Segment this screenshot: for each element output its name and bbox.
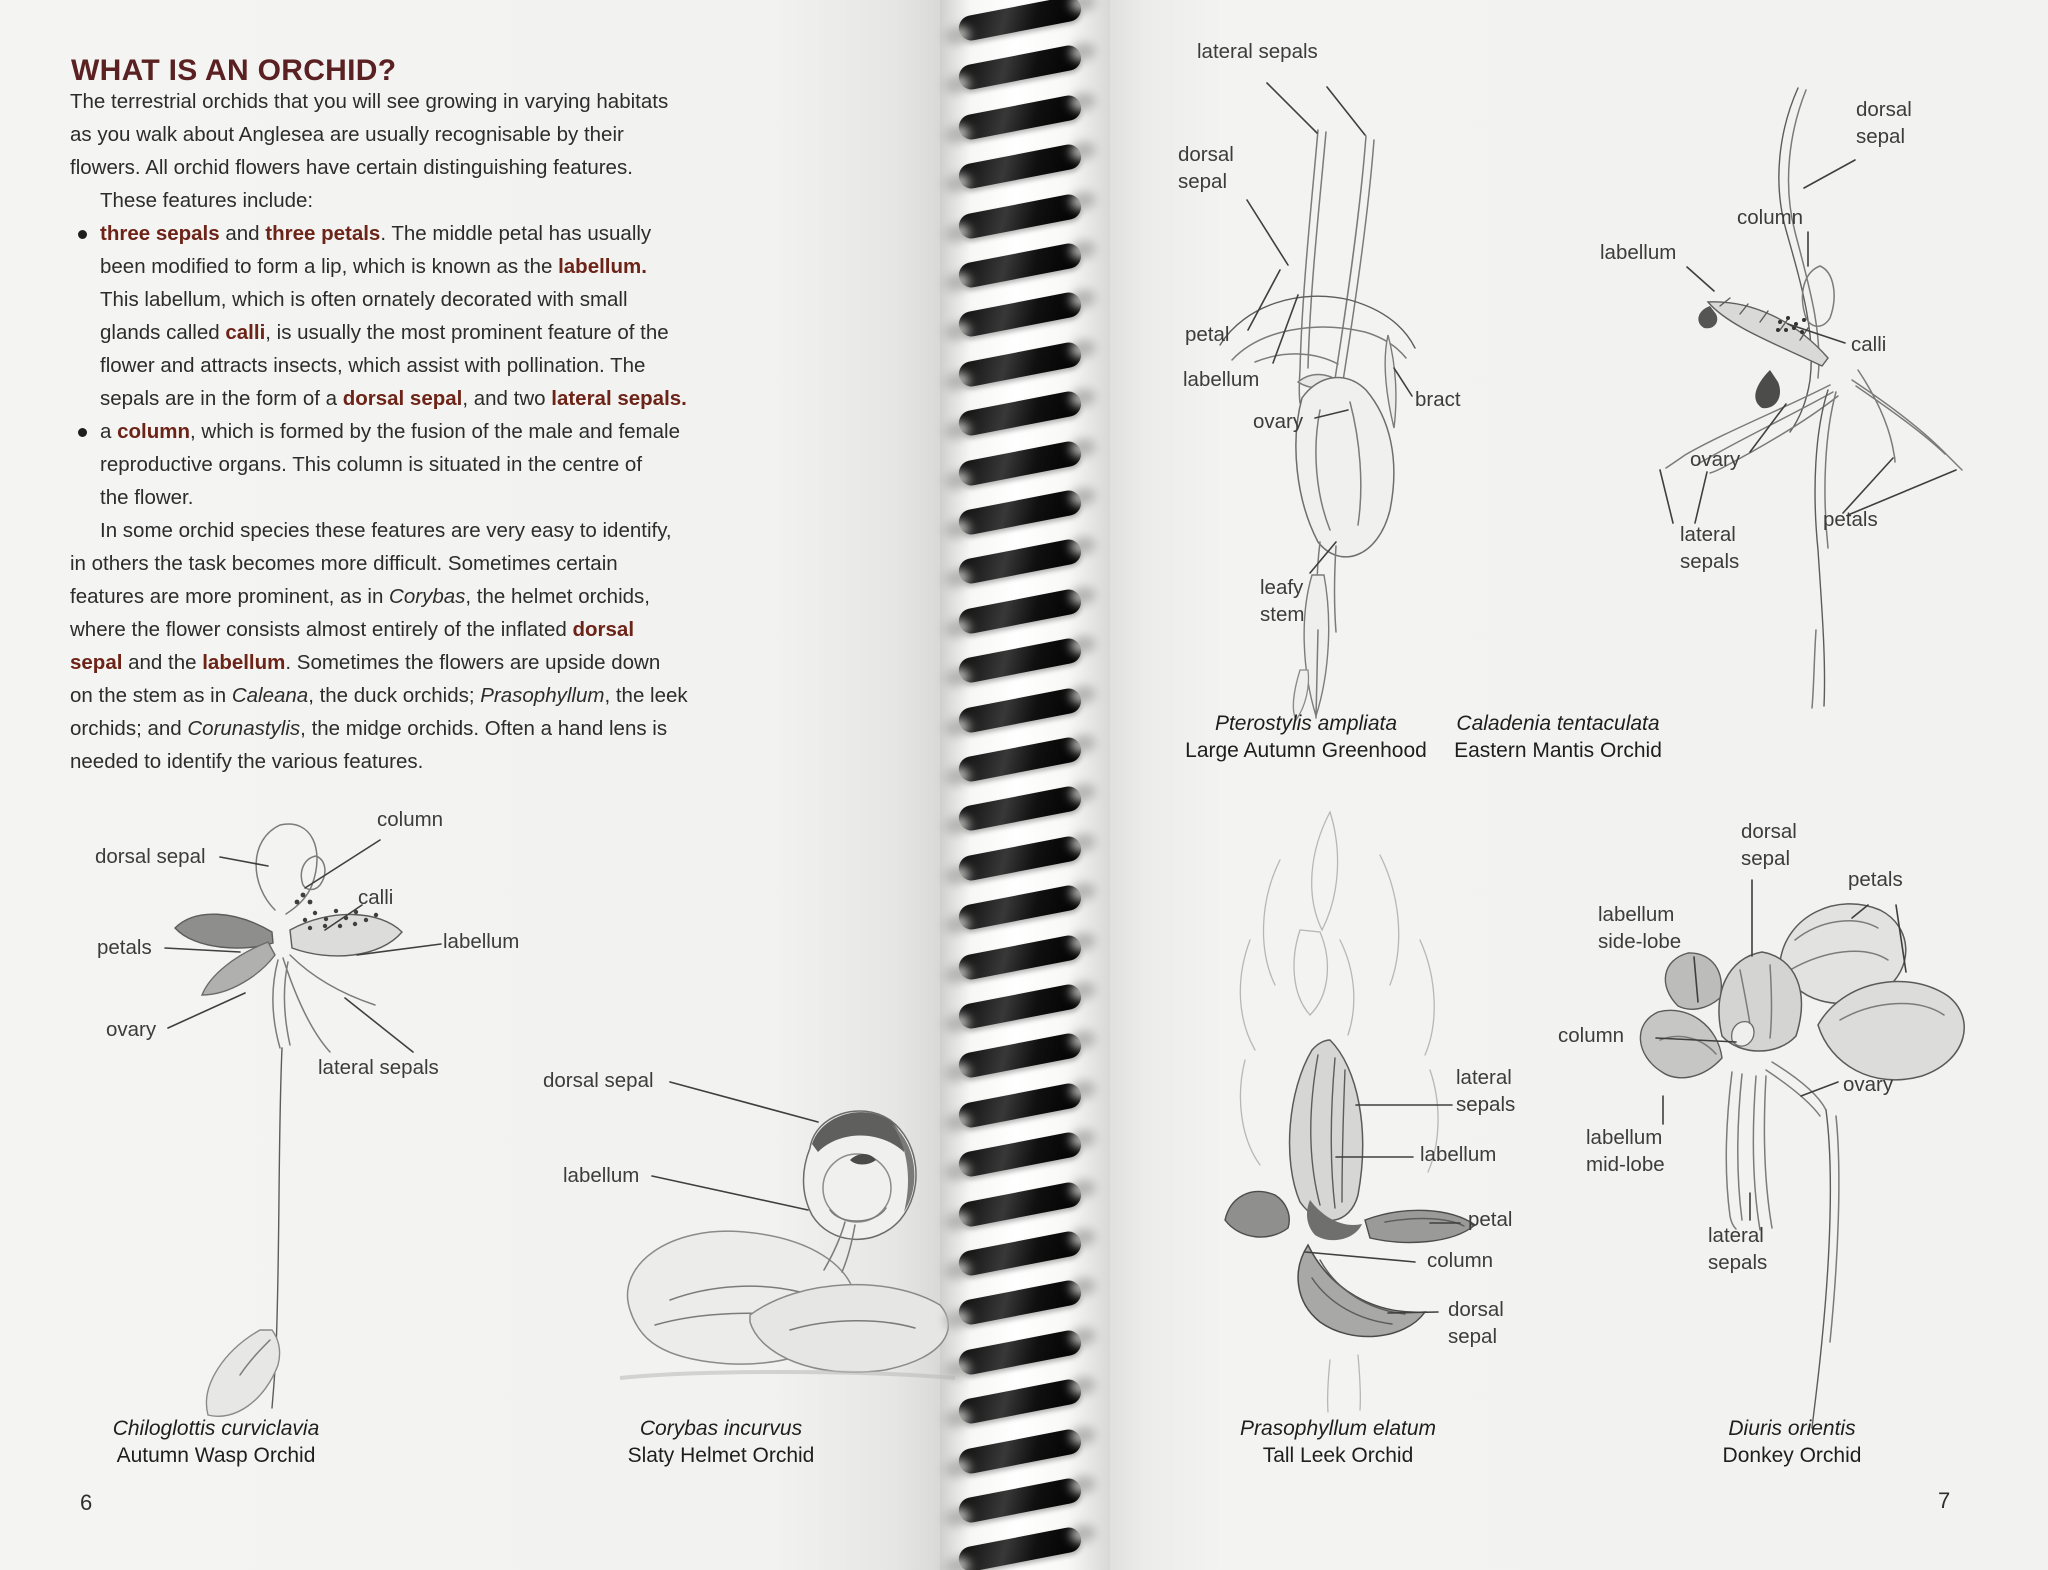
prasophyllum-caption <box>1178 1415 1498 1469</box>
figure-label-leafy-stem: leafy stem <box>1260 576 1305 626</box>
chiloglottis-caption <box>56 1415 376 1469</box>
figure-label-ovary: ovary <box>1843 1073 1894 1096</box>
figure-label-calli: calli <box>358 886 394 909</box>
figure-label-lateral-sepals: lateral sepals <box>318 1056 439 1079</box>
figure-label-column: column <box>1558 1024 1625 1047</box>
figure-label-lateral-sepals: lateral sepals <box>1456 1066 1516 1116</box>
figure-label-lateral-sepals: lateral sepals <box>1708 1224 1768 1274</box>
figure-label-petals: petals <box>1848 868 1903 891</box>
figure-label-column: column <box>1737 206 1804 229</box>
figure-label-petal: petal <box>1468 1208 1513 1231</box>
figure-label-column: column <box>1427 1249 1494 1272</box>
figure-label-dorsal-sepal: dorsal sepal <box>1856 98 1912 148</box>
figure-label-dorsal-sepal: dorsal sepal <box>1448 1298 1504 1348</box>
common-name: Slaty Helmet Orchid <box>627 1444 815 1467</box>
figure-label-ovary: ovary <box>106 1018 157 1041</box>
figure-label-dorsal-sepal: dorsal sepal <box>543 1069 654 1092</box>
feature-bullet-sepals-petals: three sepals and three petals. The middle petal has usually been modified to form a lip, which is known as the labellum. This labellum, which is often ornately decorated with small glands called calli, is usually the most prominent feature of the flower and attracts insects, which assist with pollination. The sepals are in the form of a dorsal sepal, and two lateral sepals. <box>70 217 790 415</box>
figure-label-column: column <box>377 808 444 831</box>
figure-label-dorsal-sepal: dorsal sepal <box>1178 143 1234 193</box>
intro-paragraph: The terrestrial orchids that you will see growing in varying habitats as you walk about Anglesea are usually recognisable by their flowers. All orchid flowers have certain distinguishing features. <box>70 90 669 179</box>
figure-label-ovary: ovary <box>1690 448 1741 471</box>
species-name: Pterostylis ampliata <box>1214 712 1398 735</box>
species-name: Caladenia tentaculata <box>1456 712 1660 735</box>
figure-label-labellum: labellum <box>1183 368 1260 391</box>
figure-label-dorsal-sepal: dorsal sepal <box>1741 820 1797 870</box>
feature-bullet-column: a column, which is formed by the fusion of the male and female reproductive organs. This column is situated in the centre of the flower. <box>70 415 790 514</box>
figure-label-petals: petals <box>1823 508 1878 531</box>
figure-label-labellum: labellum <box>1600 241 1677 264</box>
page-number-right: 7 <box>1938 1488 1951 1513</box>
features-line: These features include: <box>100 189 314 212</box>
common-name: Eastern Mantis Orchid <box>1454 739 1662 762</box>
figure-label-lateral-sepals: lateral sepals <box>1197 40 1318 63</box>
page-heading: WHAT IS AN ORCHID? <box>71 54 397 88</box>
common-name: Tall Leek Orchid <box>1262 1444 1414 1467</box>
figure-label-labellum-mid-lobe: labellum mid-lobe <box>1586 1126 1665 1176</box>
corybas-caption <box>561 1415 881 1469</box>
caladenia-caption <box>1398 710 1718 764</box>
diuris-caption <box>1632 1415 1952 1469</box>
species-name: Prasophyllum elatum <box>1239 1417 1437 1440</box>
figure-label-labellum-side-lobe: labellum side-lobe <box>1598 903 1682 953</box>
species-name: Corybas incurvus <box>639 1417 803 1440</box>
figure-label-bract: bract <box>1415 388 1461 411</box>
figure-label-dorsal-sepal: dorsal sepal <box>95 845 206 868</box>
species-name: Chiloglottis curviclavia <box>112 1417 320 1440</box>
body-text <box>70 85 790 778</box>
figure-label-labellum: labellum <box>563 1164 640 1187</box>
figure-label-labellum: labellum <box>443 930 520 953</box>
figure-label-lateral-sepals: lateral sepals <box>1680 523 1740 573</box>
figure-label-petals: petals <box>97 936 152 959</box>
features-list <box>70 217 790 514</box>
corybas-sketch <box>560 1060 980 1440</box>
closing-paragraph: In some orchid species these features are very easy to identify, in others the task becomes more difficult. Sometimes certain features are more prominent, as in Corybas, the helmet orchids, where the flower consists almost entirely of the inflated dorsal sepal and the labellum. Sometimes the flowers are upside down on the stem as in Caleana, the duck orchids; Prasophyllum, the leek orchids; and Corunastylis, the midge orchids. Often a hand lens is needed to identify the various features. <box>70 519 688 773</box>
common-name: Autumn Wasp Orchid <box>116 1444 316 1467</box>
caladenia-sketch <box>1590 70 2030 710</box>
chiloglottis-sketch <box>140 790 480 1430</box>
figure-label-petal: petal <box>1185 323 1230 346</box>
common-name: Large Autumn Greenhood <box>1185 739 1427 762</box>
figure-label-calli: calli <box>1851 333 1887 356</box>
corybas-leader-lines <box>652 1082 818 1210</box>
species-name: Diuris orientis <box>1728 1417 1856 1440</box>
page-number-left: 6 <box>80 1490 93 1515</box>
common-name: Donkey Orchid <box>1722 1444 1862 1467</box>
figure-label-ovary: ovary <box>1253 410 1304 433</box>
figure-label-labellum: labellum <box>1420 1143 1497 1166</box>
